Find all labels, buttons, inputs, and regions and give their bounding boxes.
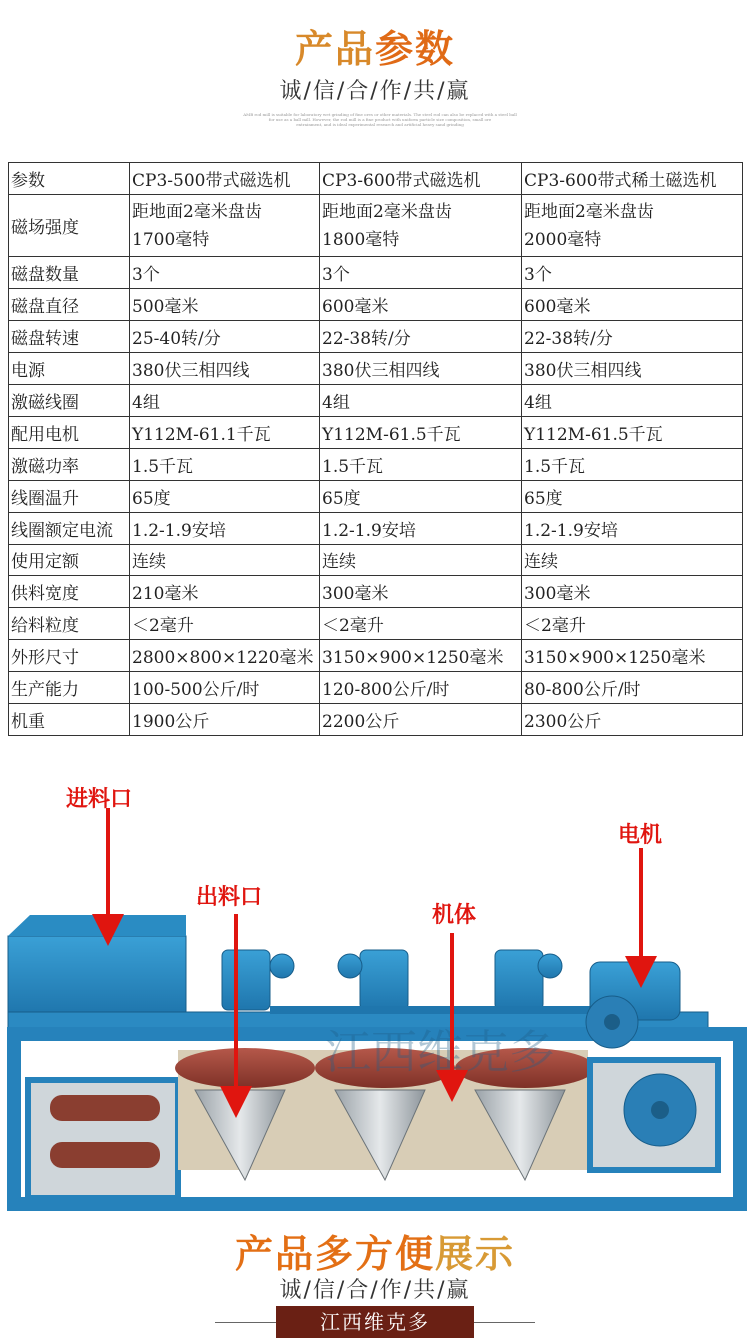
table-row — [9, 576, 743, 608]
param-value-cell: 连续 — [320, 544, 522, 576]
param-value-cell: 距地面2毫米盘齿 1700毫特 — [130, 194, 320, 257]
brand-badge: 江西维克多 — [276, 1306, 474, 1338]
param-value-cell: 连续 — [522, 544, 743, 576]
param-value-cell: Y112M-61.1千瓦 — [130, 416, 320, 448]
table-row — [9, 416, 743, 448]
table-row — [9, 448, 743, 480]
table-row — [9, 385, 743, 417]
param-value-cell: 3150×900×1250毫米 — [320, 640, 522, 672]
param-value-cell: 25-40转/分 — [130, 321, 320, 353]
title2-part1: 产品多方便 — [234, 1232, 435, 1276]
param-name-cell: 线圈温升 — [9, 480, 130, 512]
table-row — [9, 321, 743, 353]
param-value-cell: 1.5千瓦 — [522, 448, 743, 480]
param-name-cell: 激磁功率 — [9, 448, 130, 480]
param-value-cell: 4组 — [320, 385, 522, 417]
table-row — [9, 257, 743, 289]
param-name-cell: 生产能力 — [9, 672, 130, 704]
param-value-cell: 1.2-1.9安培 — [320, 512, 522, 544]
slogan-bottom: 诚/信/合/作/共/赢 — [279, 1278, 471, 1303]
param-value-cell: 1.5千瓦 — [130, 448, 320, 480]
param-value-cell: 300毫米 — [522, 576, 743, 608]
title2-part2: 展示 — [435, 1232, 516, 1276]
param-name-cell: 磁盘数量 — [9, 257, 130, 289]
param-value-cell: 3个 — [130, 257, 320, 289]
param-value-cell: 3个 — [522, 257, 743, 289]
watermark: 江西维克多 — [325, 1025, 555, 1079]
param-value-cell: Y112M-61.5千瓦 — [320, 416, 522, 448]
drive-shaft — [270, 1006, 600, 1014]
param-name-cell: 供料宽度 — [9, 576, 130, 608]
fine-print-line: for use as a ball mill. However, the rod mill is a fine product with uniform particle size composition, small ore — [268, 117, 492, 122]
param-name-cell: 线圈额定电流 — [9, 512, 130, 544]
param-name-cell: 给料粒度 — [9, 608, 130, 640]
param-value-cell: 380伏三相四线 — [130, 353, 320, 385]
title-part1: 产品 — [294, 27, 375, 71]
param-value-cell: 距地面2毫米盘齿 1800毫特 — [320, 194, 522, 257]
table-header-row — [9, 163, 743, 195]
param-value-cell: 210毫米 — [130, 576, 320, 608]
parameter-table — [8, 162, 743, 736]
feed-hopper — [8, 936, 186, 1014]
table-row — [9, 194, 743, 257]
param-value-cell: 1.2-1.9安培 — [522, 512, 743, 544]
label-inlet: 进料口 — [66, 787, 133, 812]
param-value-cell: 120-800公斤/时 — [320, 672, 522, 704]
param-name-cell: 磁盘转速 — [9, 321, 130, 353]
param-value-cell: CP3-600带式稀土磁选机 — [522, 163, 743, 195]
param-name-cell: 机重 — [9, 703, 130, 735]
machine-photo — [0, 750, 750, 1220]
param-name-cell: 外形尺寸 — [9, 640, 130, 672]
param-name-cell: 使用定额 — [9, 544, 130, 576]
param-value-cell: 4组 — [522, 385, 743, 417]
param-value-cell: 2300公斤 — [522, 703, 743, 735]
table-row — [9, 640, 743, 672]
divider — [474, 1322, 535, 1323]
page-title — [0, 18, 750, 73]
footer — [0, 1215, 750, 1343]
param-value-cell: ＜2毫升 — [130, 608, 320, 640]
table-row — [9, 289, 743, 321]
param-value-cell: 65度 — [320, 480, 522, 512]
fine-print-line: entrainment, and is ideal experimental research and artificial heavy sand grinding — [296, 122, 464, 127]
param-value-cell: 600毫米 — [522, 289, 743, 321]
param-value-cell: 1900公斤 — [130, 703, 320, 735]
param-value-cell: 100-500公斤/时 — [130, 672, 320, 704]
param-name-cell: 参数 — [9, 163, 130, 195]
param-value-cell: CP3-600带式磁选机 — [320, 163, 522, 195]
table-row — [9, 512, 743, 544]
table-row — [9, 544, 743, 576]
param-value-cell: 2800×800×1220毫米 — [130, 640, 320, 672]
param-value-cell: 22-38转/分 — [320, 321, 522, 353]
header — [0, 0, 750, 160]
param-value-cell: 22-38转/分 — [522, 321, 743, 353]
param-value-cell: 2200公斤 — [320, 703, 522, 735]
slogan: 诚/信/合/作/共/赢 — [279, 79, 471, 104]
label-body: 机体 — [432, 903, 477, 928]
param-value-cell: 380伏三相四线 — [320, 353, 522, 385]
param-value-cell: 300毫米 — [320, 576, 522, 608]
label-motor: 电机 — [618, 823, 663, 848]
table-row — [9, 608, 743, 640]
param-value-cell: 距地面2毫米盘齿 2000毫特 — [522, 194, 743, 257]
label-outlet: 出料口 — [196, 885, 263, 910]
param-value-cell: CP3-500带式磁选机 — [130, 163, 320, 195]
fine-print — [180, 112, 580, 127]
param-name-cell: 电源 — [9, 353, 130, 385]
table-row — [9, 672, 743, 704]
param-name-cell: 磁场强度 — [9, 194, 130, 257]
param-value-cell: 4组 — [130, 385, 320, 417]
param-value-cell: 65度 — [130, 480, 320, 512]
param-value-cell: ＜2毫升 — [522, 608, 743, 640]
param-name-cell: 磁盘直径 — [9, 289, 130, 321]
param-value-cell: 1.5千瓦 — [320, 448, 522, 480]
table-row — [9, 480, 743, 512]
param-value-cell: 600毫米 — [320, 289, 522, 321]
table-row — [9, 353, 743, 385]
param-value-cell: 3个 — [320, 257, 522, 289]
param-value-cell: 连续 — [130, 544, 320, 576]
table-row — [9, 703, 743, 735]
showcase-title — [0, 1223, 750, 1278]
param-value-cell: 65度 — [522, 480, 743, 512]
fine-print-line: AMB rod mill is suitable for laboratory wet grinding of fine ores or other materials. The steel rod can also be replaced with a steel ball — [243, 112, 517, 117]
param-value-cell: 1.2-1.9安培 — [130, 512, 320, 544]
gearbox-group — [222, 950, 562, 1010]
divider — [215, 1322, 276, 1323]
title-part2: 参数 — [375, 27, 456, 71]
param-value-cell: 500毫米 — [130, 289, 320, 321]
param-value-cell: 380伏三相四线 — [522, 353, 743, 385]
param-value-cell: 80-800公斤/时 — [522, 672, 743, 704]
param-name-cell: 激磁线圈 — [9, 385, 130, 417]
param-value-cell: 3150×900×1250毫米 — [522, 640, 743, 672]
param-value-cell: ＜2毫升 — [320, 608, 522, 640]
param-value-cell: Y112M-61.5千瓦 — [522, 416, 743, 448]
param-name-cell: 配用电机 — [9, 416, 130, 448]
